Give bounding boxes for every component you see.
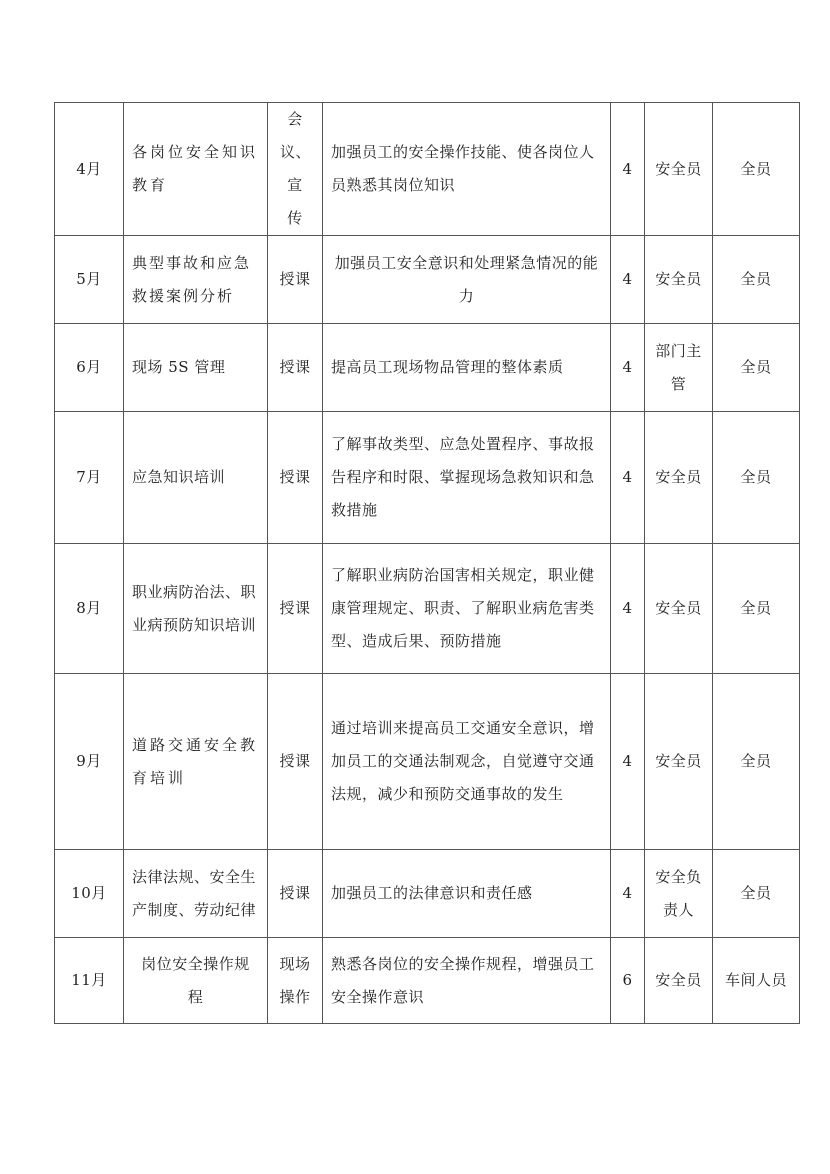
goal-cell: 加强员工的安全操作技能、使各岗位人员熟悉其岗位知识 [323,103,611,236]
goal-cell: 了解事故类型、应急处置程序、事故报告程序和时限、掌握现场急救知识和急救措施 [323,412,611,544]
method-cell: 授课 [268,674,323,850]
trainer-cell: 部门主管 [645,324,713,412]
topic-cell: 应急知识培训 [124,412,268,544]
goal-cell: 加强员工安全意识和处理紧急情况的能力 [323,236,611,324]
table-row [55,674,800,850]
method-cell: 现场操作 [268,938,323,1024]
topic-cell: 岗位安全操作规程 [124,938,268,1024]
table-row [55,103,800,236]
trainer-cell: 安全负责人 [645,850,713,938]
hours-cell: 4 [611,544,645,674]
table-row [55,412,800,544]
table-row [55,236,800,324]
table-row [55,938,800,1024]
topic-cell: 法律法规、安全生产制度、劳动纪律 [124,850,268,938]
method-cell: 会议、宣传 [268,103,323,236]
target-cell: 全员 [713,674,800,850]
topic-cell: 典型事故和应急救援案例分析 [124,236,268,324]
hours-cell: 4 [611,412,645,544]
goal-cell: 了解职业病防治国害相关规定，职业健康管理规定、职责、了解职业病危害类型、造成后果、预防措施 [323,544,611,674]
hours-cell: 4 [611,850,645,938]
method-cell: 授课 [268,850,323,938]
month-cell: 9月 [55,674,124,850]
month-cell: 7月 [55,412,124,544]
goal-cell: 加强员工的法律意识和责任感 [323,850,611,938]
hours-cell: 4 [611,236,645,324]
trainer-cell: 安全员 [645,544,713,674]
month-cell: 5月 [55,236,124,324]
topic-cell: 职业病防治法、职业病预防知识培训 [124,544,268,674]
month-cell: 8月 [55,544,124,674]
hours-cell: 4 [611,674,645,850]
table-row [55,850,800,938]
month-cell: 6月 [55,324,124,412]
hours-cell: 6 [611,938,645,1024]
hours-cell: 4 [611,103,645,236]
target-cell: 全员 [713,324,800,412]
trainer-cell: 安全员 [645,412,713,544]
target-cell: 车间人员 [713,938,800,1024]
target-cell: 全员 [713,544,800,674]
trainer-cell: 安全员 [645,103,713,236]
topic-cell: 道路交通安全教育培训 [124,674,268,850]
goal-cell: 提高员工现场物品管理的整体素质 [323,324,611,412]
month-cell: 11月 [55,938,124,1024]
topic-cell: 各岗位安全知识教育 [124,103,268,236]
target-cell: 全员 [713,103,800,236]
month-cell: 4月 [55,103,124,236]
goal-cell: 通过培训来提高员工交通安全意识，增加员工的交通法制观念，自觉遵守交通法规，减少和预防交通事故的发生 [323,674,611,850]
topic-cell: 现场 5S 管理 [124,324,268,412]
method-cell: 授课 [268,324,323,412]
method-cell: 授课 [268,544,323,674]
target-cell: 全员 [713,412,800,544]
goal-cell: 熟悉各岗位的安全操作规程，增强员工安全操作意识 [323,938,611,1024]
table-row [55,324,800,412]
month-cell: 10月 [55,850,124,938]
trainer-cell: 安全员 [645,938,713,1024]
trainer-cell: 安全员 [645,674,713,850]
method-cell: 授课 [268,412,323,544]
table-row [55,544,800,674]
hours-cell: 4 [611,324,645,412]
training-plan-table [54,102,800,1024]
target-cell: 全员 [713,850,800,938]
target-cell: 全员 [713,236,800,324]
method-cell: 授课 [268,236,323,324]
trainer-cell: 安全员 [645,236,713,324]
